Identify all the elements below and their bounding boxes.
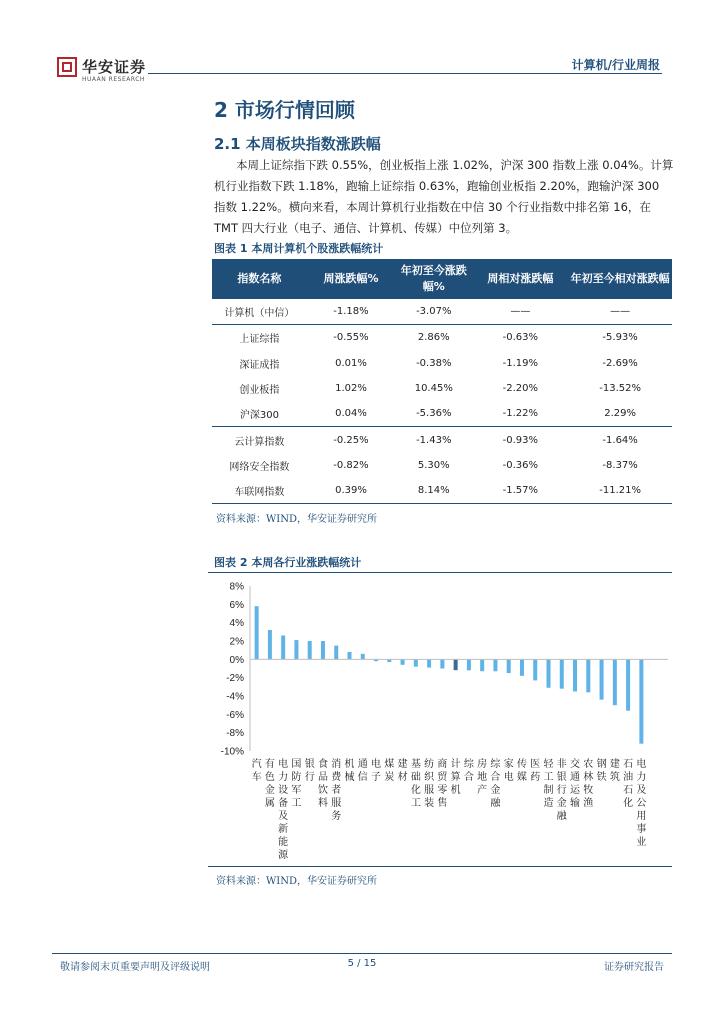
bar-19 [507, 659, 511, 673]
x-category-label-12: 础 [410, 772, 421, 783]
table-cell: 0.01% [335, 357, 367, 369]
x-category-label-13: 织 [424, 772, 435, 783]
x-category-label-20: 媒 [516, 772, 527, 783]
summary-paragraph: 本周上证综指下跌 0.55%，创业板指上涨 1.02%，沪深 300 指数上涨 0.04%。计算机行业指数下跌 1.18%，跑输上证综指 0.63%，跑输创业板指 2.20%，跑输沪深 300 指数 1.22%。横向来看，本周计算机行业指数在中信 30 个行业指数中排名第 16，在 TMT 四大行业（电子、通信、计算机、传媒）中位列第 3。 [214, 158, 674, 235]
brand-name: 华安证券 [82, 58, 147, 76]
x-category-label-2: 新 [278, 824, 289, 835]
table-cell: 8.14% [395, 478, 472, 504]
bar-6 [334, 646, 338, 660]
x-category-label-29: 事 [636, 824, 647, 835]
brand-logo-icon [57, 57, 77, 77]
y-tick-label: -10% [220, 746, 244, 758]
x-category-label-14: 贸 [437, 772, 448, 783]
x-category-label-3: 国 [291, 759, 302, 770]
table-cell: -1.57% [472, 478, 568, 504]
x-category-label-27: 建 [609, 759, 620, 770]
x-category-label-6: 者 [331, 785, 342, 796]
table-header-cell: 年初至今涨跌幅% [395, 259, 472, 299]
table-cell: 0.39% [307, 478, 395, 504]
x-category-label-28: 石 [623, 785, 634, 796]
x-category-label-1: 属 [264, 798, 275, 809]
x-category-label-27: 筑 [609, 772, 620, 783]
x-category-label-24: 交 [570, 759, 581, 770]
x-category-label-3: 防 [291, 772, 302, 783]
table-cell: 云计算指数 [212, 427, 307, 453]
table-header-row [212, 259, 672, 299]
x-category-label-23: 金 [556, 798, 567, 809]
index-performance-table [212, 259, 672, 504]
x-category-label-23: 行 [556, 785, 567, 796]
x-category-label-18: 综 [490, 759, 501, 770]
bar-29 [639, 659, 643, 743]
x-category-label-29: 业 [636, 837, 647, 848]
chart-bottom-rule [208, 866, 672, 867]
x-category-label-20: 传 [516, 759, 527, 770]
footer-report-type: 证券研究报告 [604, 962, 664, 973]
x-category-label-23: 银 [556, 772, 567, 783]
y-tick-label: 8% [229, 581, 244, 593]
table-cell: -1.19% [502, 357, 539, 369]
x-category-label-9: 电 [371, 759, 382, 770]
table-row [212, 299, 672, 325]
x-category-label-17: 房 [477, 759, 488, 770]
table-cell: -13.52% [599, 383, 641, 395]
x-category-label-28: 油 [623, 772, 634, 783]
x-category-label-6: 消 [331, 759, 342, 770]
brand-name-en: HUAAN RESEARCH [82, 76, 145, 83]
chart2-caption: 图表 2 本周各行业涨跌幅统计 [214, 556, 362, 569]
table-cell: 10.45% [414, 383, 453, 395]
x-category-label-2: 力 [278, 772, 289, 783]
x-category-label-25: 林 [583, 772, 594, 783]
bar-13 [427, 659, 431, 667]
x-category-label-2: 备 [278, 798, 289, 809]
x-category-label-14: 零 [437, 785, 448, 796]
x-category-label-18: 合 [490, 772, 501, 783]
table-cell: -1.64% [568, 427, 672, 453]
x-category-label-1: 色 [264, 772, 275, 783]
table-row [212, 453, 672, 478]
y-tick-label: -2% [226, 673, 244, 685]
x-category-label-0: 汽 [251, 759, 262, 770]
bar-12 [414, 659, 418, 666]
table-cell: -0.63% [472, 325, 568, 351]
x-category-label-15: 算 [450, 772, 461, 783]
bar-28 [626, 659, 630, 710]
table-cell: 1.02% [335, 383, 367, 395]
table-cell: -0.38% [416, 357, 452, 369]
x-category-label-24: 通 [570, 772, 581, 783]
bar-16 [467, 659, 471, 670]
table-cell: -1.22% [502, 408, 539, 420]
bar-14 [440, 659, 444, 668]
x-category-label-29: 公 [636, 798, 647, 809]
x-category-label-10: 炭 [384, 772, 395, 783]
table-cell: -5.93% [568, 325, 672, 351]
x-category-label-14: 售 [437, 798, 448, 809]
x-category-label-28: 石 [623, 759, 634, 770]
table-cell: -1.18% [333, 306, 369, 318]
x-category-label-19: 家 [503, 759, 514, 770]
bar-11 [401, 659, 405, 665]
x-category-label-29: 力 [636, 772, 647, 783]
bar-4 [308, 641, 312, 659]
bar-8 [361, 654, 365, 660]
table-cell: 上证综指 [212, 325, 307, 351]
header-divider [148, 73, 662, 74]
y-tick-label: 4% [229, 618, 244, 630]
table-header-cell: 周相对涨跌幅 [472, 259, 568, 299]
y-tick-label: -6% [226, 709, 244, 721]
subsection-title: 2.1 本周板块指数涨跌幅 [214, 135, 381, 153]
section-title: 2 市场行情回顾 [214, 98, 355, 122]
y-tick-label: 2% [229, 636, 244, 648]
x-category-label-8: 通 [357, 759, 368, 770]
y-tick-label: -8% [226, 728, 244, 740]
x-category-label-2: 电 [278, 759, 289, 770]
y-tick-label: 0% [229, 654, 244, 666]
x-category-label-2: 能 [278, 837, 289, 848]
x-category-label-18: 融 [490, 798, 501, 809]
bar-3 [294, 640, 298, 659]
x-category-label-14: 商 [437, 759, 448, 770]
page-number: 5 / 15 [347, 958, 377, 969]
x-category-label-5: 品 [317, 772, 328, 783]
table-header-cell: 指数名称 [212, 259, 307, 299]
x-category-label-29: 用 [636, 811, 647, 822]
x-category-label-3: 军 [291, 785, 302, 796]
x-category-label-13: 服 [424, 785, 435, 796]
chart-top-rule [208, 572, 672, 573]
x-category-label-16: 合 [463, 772, 474, 783]
bar-18 [493, 659, 497, 671]
x-category-label-22: 工 [543, 772, 554, 783]
x-category-label-17: 产 [477, 785, 488, 796]
x-category-label-8: 信 [357, 772, 368, 783]
table-row [212, 325, 672, 351]
x-category-label-7: 机 [344, 759, 355, 770]
x-category-label-21: 药 [530, 772, 541, 783]
bar-21 [533, 659, 537, 680]
x-category-label-15: 计 [450, 759, 461, 770]
x-category-label-5: 饮 [317, 785, 328, 796]
x-category-label-12: 工 [410, 798, 421, 809]
x-category-label-23: 融 [556, 811, 567, 822]
table-cell: 创业板指 [239, 385, 280, 397]
table-cell: -0.93% [472, 427, 568, 453]
x-category-label-18: 金 [490, 785, 501, 796]
x-category-label-12: 化 [410, 785, 421, 796]
table-cell: —— [510, 306, 531, 318]
footer-divider [52, 953, 672, 954]
table-cell: -0.36% [502, 459, 539, 471]
x-category-label-29: 电 [636, 759, 647, 770]
x-category-label-22: 轻 [543, 759, 554, 770]
table-cell: -0.82% [333, 459, 369, 471]
x-category-label-19: 电 [503, 772, 514, 783]
bar-17 [480, 659, 484, 671]
x-category-label-16: 综 [463, 759, 474, 770]
chart2-source: 资料来源：WIND，华安证券研究所 [216, 876, 377, 887]
table-cell: 车联网指数 [212, 478, 307, 504]
bar-22 [547, 659, 551, 687]
table-header-cell: 周涨跌幅% [307, 259, 395, 299]
bar-26 [600, 659, 604, 699]
x-category-label-13: 装 [424, 798, 435, 809]
table-cell: 沪深300 [239, 410, 279, 422]
x-category-label-5: 食 [317, 759, 328, 770]
bar-1 [268, 630, 272, 659]
x-category-label-28: 化 [623, 798, 634, 809]
x-category-label-4: 银 [304, 759, 315, 770]
x-category-label-11: 材 [397, 772, 408, 783]
table-cell: -2.20% [502, 383, 539, 395]
table1-source: 资料来源：WIND，华安证券研究所 [216, 514, 377, 525]
footer-disclaimer: 敬请参阅末页重要声明及评级说明 [60, 962, 210, 973]
x-category-label-24: 输 [570, 798, 581, 809]
table-row [212, 478, 672, 504]
x-category-label-12: 基 [410, 759, 421, 770]
table-cell: 网络安全指数 [229, 461, 290, 473]
x-category-label-2: 及 [278, 811, 289, 822]
x-category-label-6: 费 [331, 772, 342, 783]
x-category-label-26: 钢 [596, 759, 607, 770]
x-category-label-6: 务 [331, 811, 342, 822]
x-category-label-1: 有 [264, 759, 275, 770]
x-category-label-5: 料 [317, 798, 328, 809]
x-category-label-29: 及 [636, 785, 647, 796]
x-category-label-11: 建 [397, 759, 408, 770]
x-category-label-15: 机 [450, 785, 461, 796]
table-cell: 0.04% [335, 408, 367, 420]
bar-15 [454, 659, 458, 670]
table-cell: 2.86% [395, 325, 472, 351]
x-category-label-17: 地 [477, 772, 488, 783]
x-category-label-13: 纺 [424, 759, 435, 770]
table-row [212, 427, 672, 453]
x-category-label-0: 车 [251, 772, 262, 783]
table-cell: -1.43% [395, 427, 472, 453]
table-row [212, 401, 672, 427]
x-category-label-25: 牧 [583, 785, 594, 796]
y-tick-label: -4% [226, 691, 244, 703]
x-category-label-4: 行 [304, 772, 315, 783]
x-category-label-26: 铁 [596, 772, 607, 783]
table-row [212, 351, 672, 376]
table-cell: -11.21% [568, 478, 672, 504]
table-cell: -0.55% [307, 325, 395, 351]
x-category-label-6: 服 [331, 798, 342, 809]
table-cell: 2.29% [604, 408, 636, 420]
bar-27 [613, 659, 617, 705]
bar-5 [321, 641, 325, 659]
table-cell: 深证成指 [239, 359, 280, 371]
report-category: 计算机/行业周报 [571, 58, 660, 72]
x-category-label-25: 农 [583, 759, 594, 770]
x-category-label-9: 子 [371, 772, 382, 783]
x-category-label-22: 制 [543, 785, 554, 796]
table-cell: 5.30% [417, 459, 450, 471]
bar-2 [281, 636, 285, 660]
y-tick-label: 6% [229, 599, 244, 611]
bar-0 [255, 606, 259, 659]
bar-7 [348, 652, 352, 659]
x-category-label-21: 医 [530, 759, 541, 770]
table-cell: -5.36% [416, 408, 452, 420]
bar-25 [586, 659, 590, 692]
x-category-label-2: 源 [278, 850, 289, 861]
table-cell: 计算机（中信） [224, 308, 295, 320]
table-cell: -3.07% [416, 306, 452, 318]
x-category-label-23: 非 [556, 759, 567, 770]
bar-23 [560, 659, 564, 688]
x-category-label-3: 工 [291, 798, 302, 809]
table-cell: —— [610, 306, 631, 318]
industry-return-chart [208, 575, 672, 865]
x-category-label-10: 煤 [384, 759, 395, 770]
table-row [212, 376, 672, 401]
bar-24 [573, 659, 577, 691]
x-category-label-2: 设 [278, 785, 289, 796]
x-category-label-24: 运 [570, 785, 581, 796]
table-cell: -2.69% [602, 357, 638, 369]
table1-caption: 图表 1 本周计算机个股涨跌幅统计 [214, 242, 384, 255]
x-category-label-7: 械 [344, 772, 355, 783]
x-category-label-25: 渔 [583, 798, 594, 809]
table-cell: -8.37% [602, 459, 638, 471]
table-header-cell: 年初至今相对涨跌幅 [568, 259, 672, 299]
x-category-label-1: 金 [264, 785, 275, 796]
table-cell: -0.25% [307, 427, 395, 453]
x-category-label-22: 造 [543, 798, 554, 809]
bar-20 [520, 659, 524, 676]
